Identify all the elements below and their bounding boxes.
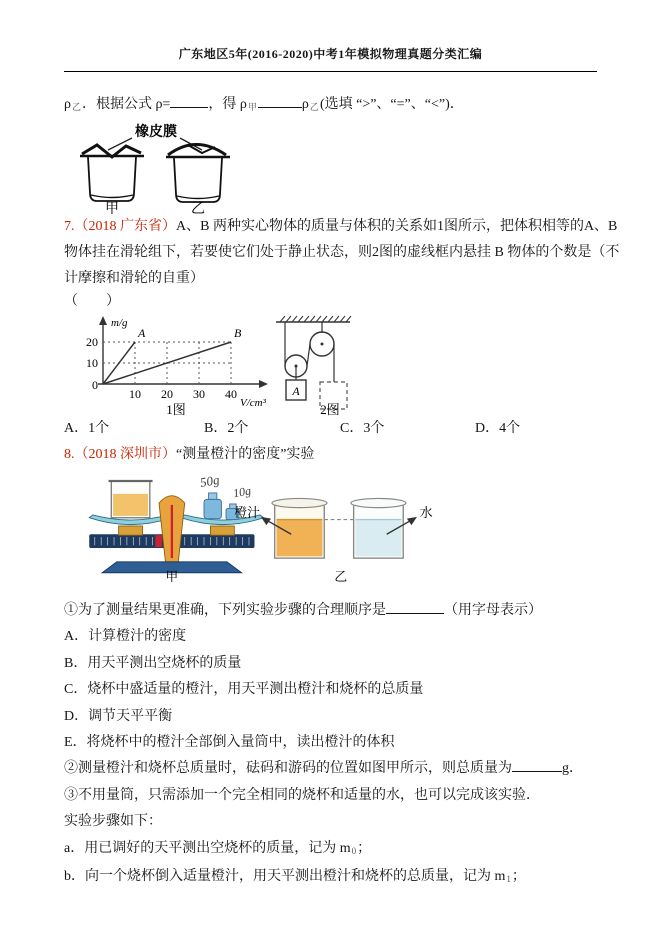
weight-50g-label: 50g (199, 472, 221, 490)
figure-1-caption: 1图 (166, 402, 186, 416)
item-2-text: ②测量橙汁和烧杯总质量时，砝码和游码的位置如图甲所示，则总质量为 (64, 761, 512, 777)
subscript-yi: 乙 (72, 102, 82, 112)
question-8-items (64, 598, 631, 892)
series-A-label: A (138, 326, 146, 340)
item-2-blank (512, 757, 562, 772)
beakers-caption: 乙 (334, 570, 348, 582)
question-7 (64, 214, 631, 292)
balance-and-beakers-figure (64, 470, 456, 582)
ceiling-hatch (280, 316, 351, 322)
balance-beaker-juice (113, 494, 148, 516)
juice-label: 橙汁 (234, 505, 260, 520)
water-beaker-rim (351, 498, 406, 507)
item-2-suffix: g． (562, 761, 583, 777)
header-rule (64, 71, 597, 72)
cup-right-bottom (177, 196, 219, 199)
cup-left-label: 甲 (105, 202, 119, 214)
juice-arrow-icon (261, 517, 271, 525)
subscript-m0: 0 (351, 845, 357, 856)
page-title: 广东地区5年(2016-2020)中考1年模拟物理真题分类汇编 (178, 47, 483, 61)
question-7-options (64, 416, 631, 442)
figure-2-caption: 2图 (320, 402, 340, 416)
procedure-b (64, 864, 631, 892)
water-arrow-icon (407, 517, 417, 525)
y-tick-20: 20 (86, 335, 98, 349)
balance-caption: 甲 (165, 570, 179, 582)
weight-10g-label: 10g (232, 483, 253, 501)
rho-symbol: ρ (64, 97, 71, 112)
juice-liquid (277, 520, 323, 557)
right-pan-support (210, 526, 234, 535)
question-7-body: A、B 两种实心物体的质量与体积的关系如1图所示，把体积相等的A、B 物体挂在滑轮组下，若要使它们处于静止状态，则2图的虚线框内悬挂 B 物体的个数是（不计摩擦和滑轮的自重） (64, 219, 620, 286)
intro-text-3: (选填 “>”、“=”、“<”)． (319, 97, 464, 112)
cup-left-body (88, 157, 136, 201)
subscript-m1: 1 (506, 874, 511, 885)
series-A-line (103, 342, 135, 384)
membrane-label: 橡皮膜 (135, 125, 177, 140)
y-tick-0: 0 (92, 378, 98, 392)
question-8-body: “测量橙汁的密度”实验 (176, 447, 315, 462)
step-option-a: A．计算橙汁的密度 (64, 629, 187, 645)
y-axis-arrow-icon (99, 316, 107, 325)
fixed-pulley-axle (321, 343, 324, 346)
procedure-a (64, 836, 631, 864)
option-b: B．2个 (204, 421, 249, 436)
fill-blank-compare (258, 93, 302, 108)
rope-middle (307, 344, 310, 366)
series-B-label: B (234, 326, 242, 340)
item-1-text: ①为了测量结果更准确，下列实验步骤的合理顺序是 (64, 603, 386, 618)
procedure-a-text: a．用已调好的天平测出空烧杯的质量，记为 m (64, 840, 351, 856)
x-tick-40: 40 (225, 387, 237, 401)
step-option-e: E．将烧杯中的橙汁全部倒入量筒中，读出橙汁的体积 (64, 735, 395, 751)
intro-text-2: ，得 ρ (208, 97, 247, 112)
y-axis-label: m/g (111, 317, 128, 329)
y-tick-10: 10 (86, 356, 98, 370)
item-3: ③不用量筒，只需添加一个完全相同的烧杯和适量的水，也可以完成该实验． (64, 787, 540, 803)
graph-and-pulley-figure (58, 312, 358, 416)
step-option-b: B．用天平测出空烧杯的质量 (64, 655, 242, 671)
x-axis-label: V/cm³ (240, 397, 266, 409)
question-7-number: 7.（2018 广东省） (64, 219, 176, 234)
item-1-blank (386, 599, 444, 614)
steps-heading: 实验步骤如下： (64, 814, 162, 830)
procedure-b-suffix: ； (511, 869, 526, 885)
option-d: D．4个 (475, 421, 521, 436)
subscript-yi-2: 乙 (309, 102, 319, 112)
option-a: A．1个 (64, 421, 110, 436)
intro-text-1: ．根据公式 ρ= (82, 97, 171, 112)
question-8 (64, 442, 631, 468)
step-option-d: D．调节天平平衡 (64, 708, 173, 724)
item-1 (64, 598, 631, 624)
x-axis-arrow-icon (259, 380, 268, 388)
rubber-membrane-cups-figure (68, 122, 248, 214)
x-tick-20: 20 (161, 387, 173, 401)
weight-50g (204, 499, 221, 518)
cup-right-body (174, 158, 222, 202)
rider-slider (155, 535, 161, 547)
subscript-jia: 甲 (247, 102, 257, 112)
cup-left-bottom (91, 195, 133, 198)
water-label: 水 (419, 505, 433, 520)
fill-blank-formula (170, 93, 208, 108)
option-c: C．3个 (340, 421, 385, 436)
question-8-number: 8.（2018 深圳市） (64, 447, 176, 462)
x-tick-30: 30 (193, 387, 205, 401)
left-pan-support (119, 526, 143, 535)
water-liquid (355, 520, 401, 557)
juice-beaker-rim (272, 498, 327, 507)
procedure-a-suffix: ； (357, 840, 372, 856)
block-A-label: A (292, 384, 300, 398)
x-tick-10: 10 (129, 387, 141, 401)
step-option-c: C．烧杯中盛适量的橙汁，用天平测出橙汁和烧杯的总质量 (64, 682, 424, 698)
intro-line (64, 92, 631, 120)
item-2 (64, 756, 631, 782)
rho-symbol-2: ρ (301, 97, 309, 112)
item-1-suffix: （用字母表示） (444, 603, 542, 618)
cup-right-label: 乙 (191, 202, 205, 214)
procedure-b-text: b．向一个烧杯倒入适量橙汁，用天平测出橙汁和烧杯的总质量，记为 m (64, 869, 506, 885)
answer-paren: （ ） (64, 294, 120, 309)
